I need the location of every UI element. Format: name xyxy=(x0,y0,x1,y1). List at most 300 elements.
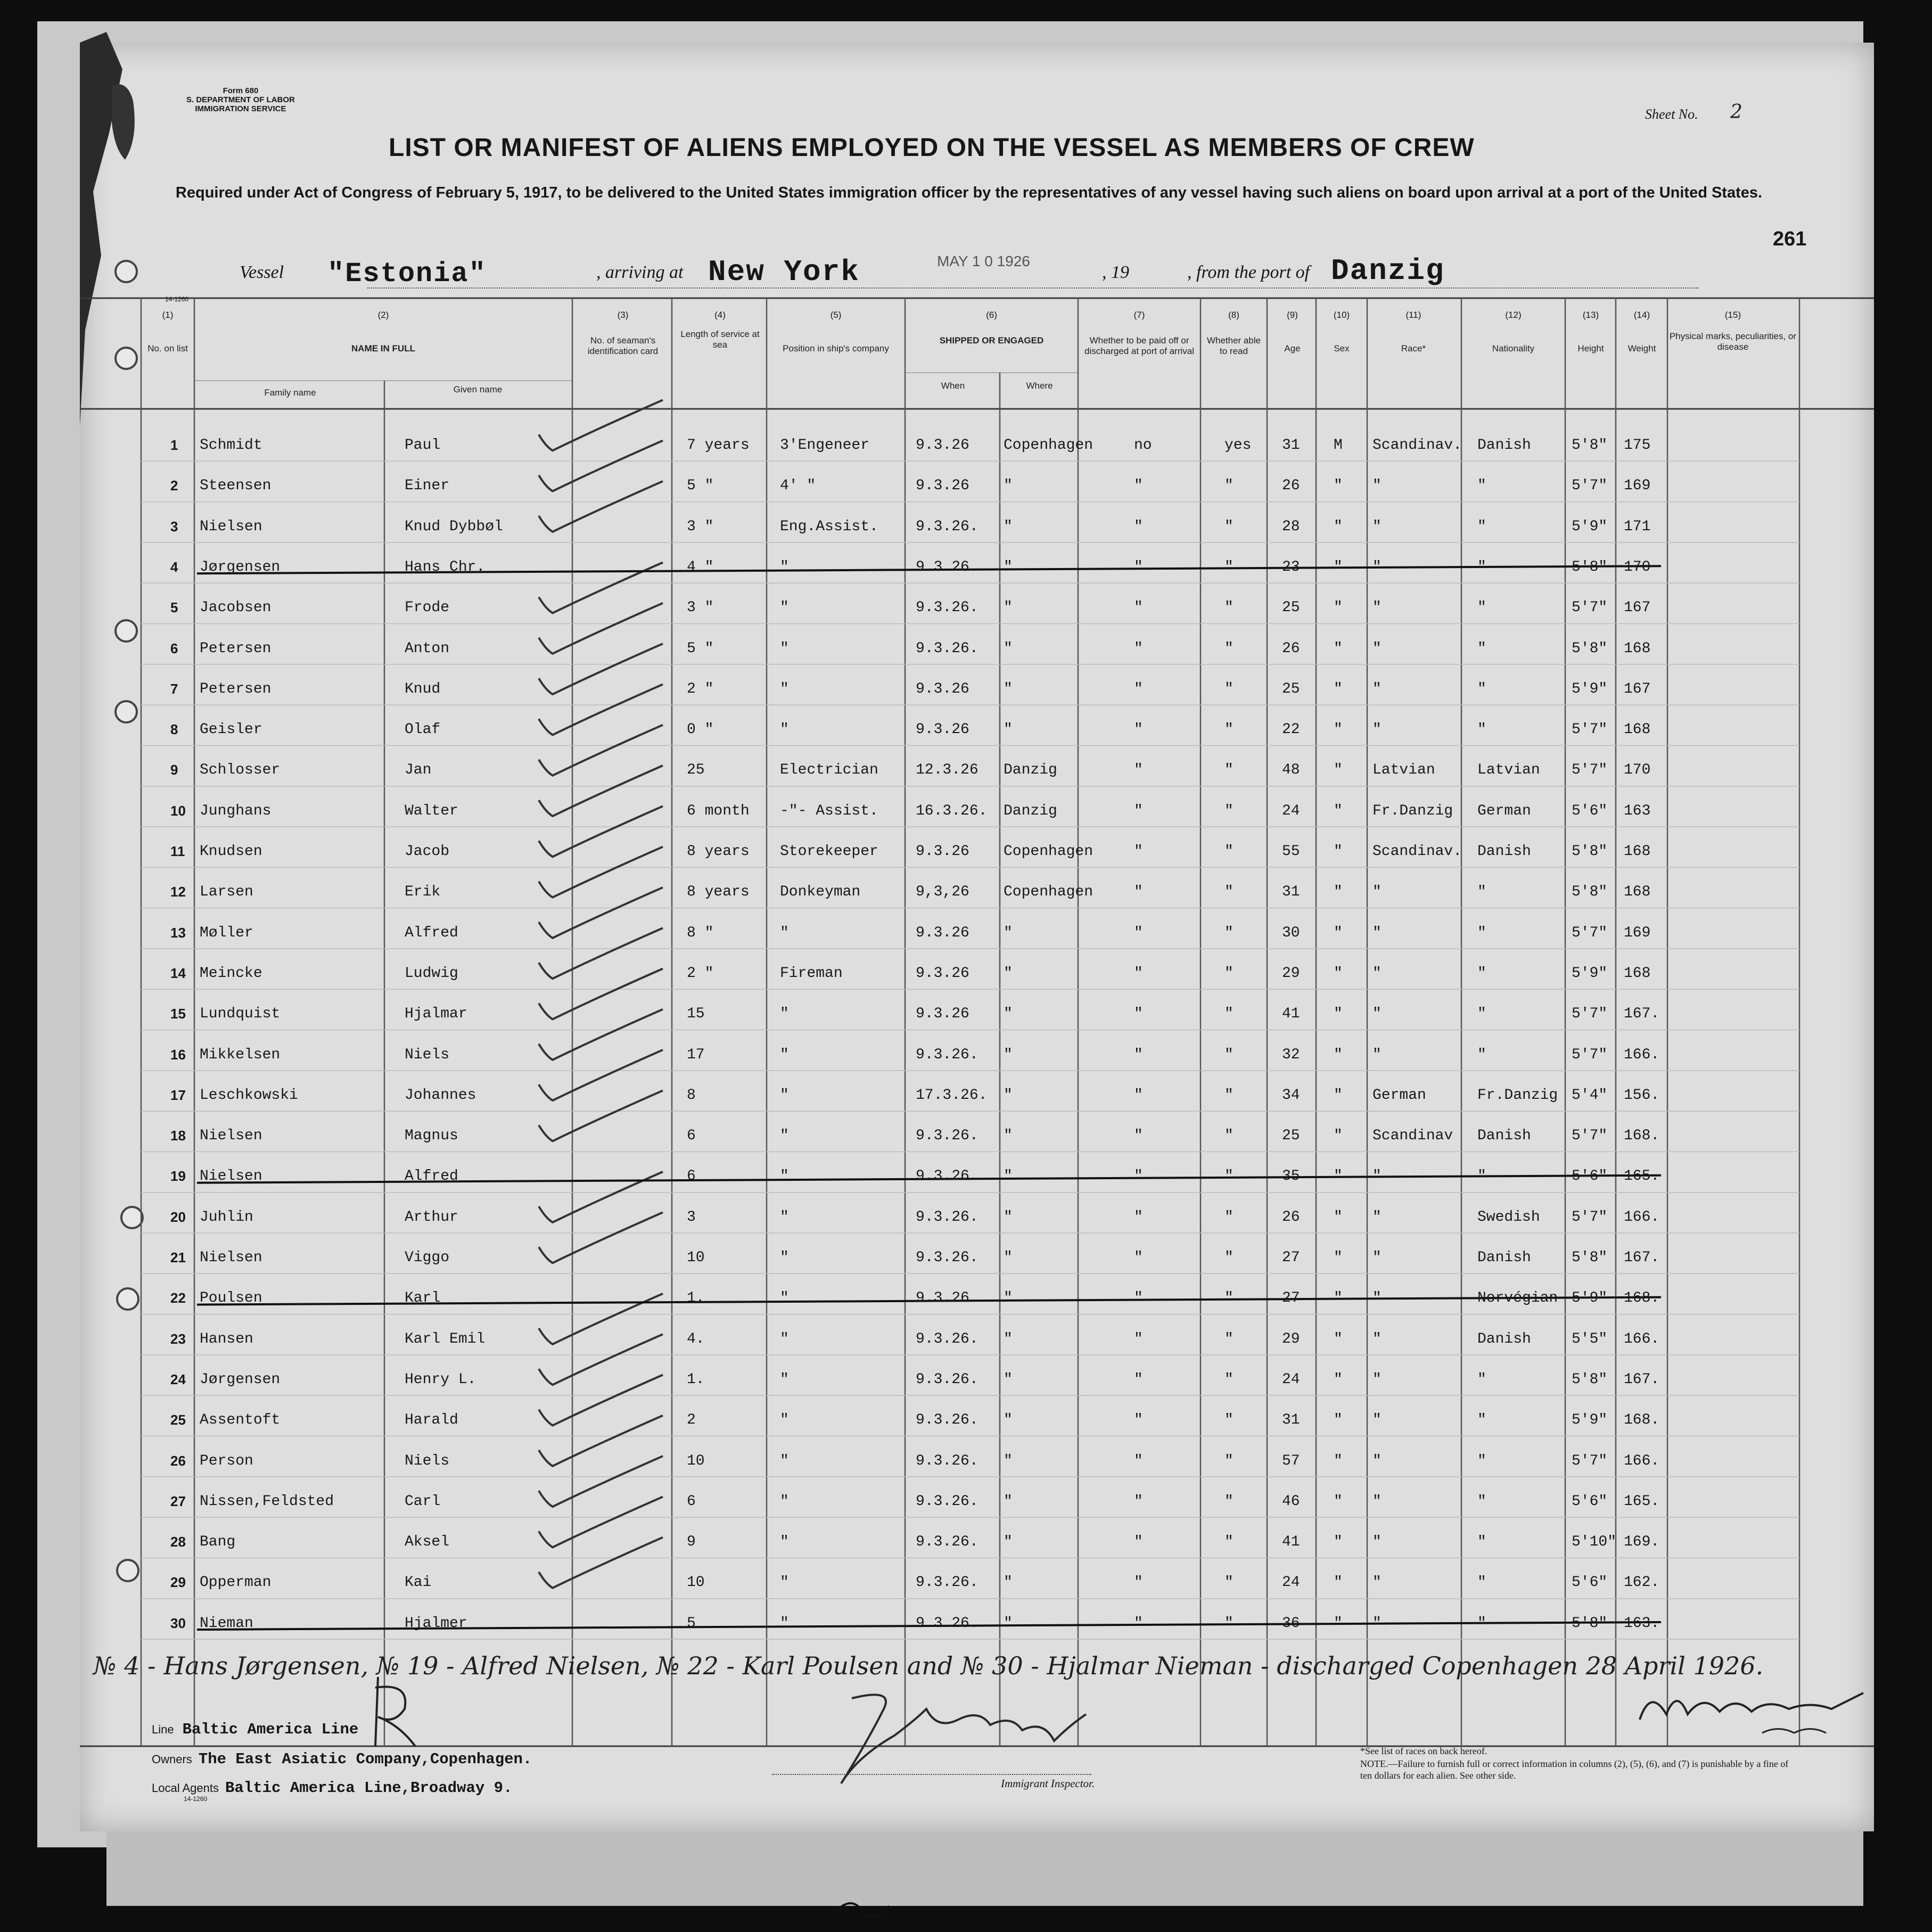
able-to-read: " xyxy=(1224,965,1234,982)
age: 30 xyxy=(1282,924,1300,941)
given-name: Alfred xyxy=(405,924,458,941)
column-number: (2) xyxy=(377,310,389,320)
column-number: (8) xyxy=(1228,310,1239,320)
service-length: 6 xyxy=(687,1168,696,1185)
position: " xyxy=(780,599,789,616)
given-name: Johannes xyxy=(405,1087,476,1104)
position: " xyxy=(780,721,789,738)
from-port: Danzig xyxy=(1331,254,1445,288)
vessel-label: Vessel xyxy=(240,262,284,282)
given-name: Einer xyxy=(405,478,450,495)
shipped-where: " xyxy=(1004,1615,1013,1632)
inspector-rule xyxy=(772,1774,1091,1775)
given-name: Hans Chr. xyxy=(405,558,486,576)
height: 5'7" xyxy=(1572,1046,1608,1063)
given-name: Henry L. xyxy=(405,1371,476,1388)
position: 3'Engeneer xyxy=(780,437,870,454)
given-name: Kai xyxy=(405,1574,432,1591)
service-length: 17 xyxy=(687,1046,705,1063)
col-weight-header: Weight xyxy=(1627,343,1656,353)
height: 5'7" xyxy=(1572,721,1608,738)
nationality: " xyxy=(1477,721,1486,738)
shipped-when: 9.3.26 xyxy=(916,680,969,697)
age: 25 xyxy=(1282,680,1300,697)
column-number: (4) xyxy=(714,310,726,320)
able-to-read: " xyxy=(1224,884,1234,901)
paid-off: " xyxy=(1134,1412,1143,1429)
sex: " xyxy=(1334,599,1343,616)
sex: " xyxy=(1334,1534,1343,1551)
table-row: 6 Petersen Anton 5 " " 9.3.26. " " " 26 " " " 5'8" 168 xyxy=(170,640,1651,657)
weight: 168 xyxy=(1624,843,1651,860)
paid-off: " xyxy=(1134,965,1143,982)
paid-off: " xyxy=(1134,1249,1143,1266)
position: " xyxy=(780,558,789,576)
age: 24 xyxy=(1282,1371,1300,1388)
sex: " xyxy=(1334,843,1343,860)
height: 5'8" xyxy=(1572,843,1608,860)
sex: " xyxy=(1334,1208,1343,1226)
nationality: " xyxy=(1477,680,1486,697)
paid-off: " xyxy=(1134,843,1143,860)
service-length: 6 xyxy=(687,1128,696,1145)
shipped-where: Copenhagen xyxy=(1004,843,1094,860)
table-row: 25 Assentoft Harald 2 " 9.3.26. " " " 31 " " " 5'9" 168. xyxy=(170,1412,1660,1429)
sex: " xyxy=(1334,558,1343,576)
position: " xyxy=(780,1493,789,1510)
race: Latvian xyxy=(1372,762,1435,779)
owners-label: Owners xyxy=(152,1753,192,1766)
shipped-where: " xyxy=(1004,599,1013,616)
age: 55 xyxy=(1282,843,1300,860)
height: 5'7" xyxy=(1572,924,1608,941)
paid-off: " xyxy=(1134,1290,1143,1307)
race: Scandinav xyxy=(1372,1128,1453,1145)
paid-off: " xyxy=(1134,1371,1143,1388)
shipped-when: 9.3.26. xyxy=(916,1208,979,1226)
table-row: 29 Opperman Kai 10 " 9.3.26. " " " 24 " " " 5'6" 162. xyxy=(170,1574,1660,1591)
shipped-where: Copenhagen xyxy=(1004,884,1094,901)
given-name: Anton xyxy=(405,640,450,657)
table-row: 28 Bang Aksel 9 " 9.3.26. " " " 41 " " " 5'10" 169. xyxy=(170,1534,1660,1551)
race: " xyxy=(1372,478,1382,495)
shipped-where: Copenhagen xyxy=(1004,437,1094,454)
height: 5'5" xyxy=(1572,1330,1608,1347)
shipped-where: " xyxy=(1004,1330,1013,1347)
service-length: 2 " xyxy=(687,965,714,982)
column-number: (7) xyxy=(1133,310,1145,320)
service-length: 7 years xyxy=(687,437,750,454)
table-row: 3 Nielsen Knud Dybbøl 3 " Eng.Assist. 9.3.26. " " " 28 " " " 5'9" 171 xyxy=(170,518,1651,535)
able-to-read: " xyxy=(1224,558,1234,576)
form-code-top: 14-1260 xyxy=(165,295,189,303)
age: 57 xyxy=(1282,1452,1300,1469)
vessel-name: "Estonia" xyxy=(327,258,487,290)
nationality: " xyxy=(1477,478,1486,495)
shipped-where: " xyxy=(1004,721,1013,738)
given-name: Alfred xyxy=(405,1168,458,1185)
height: 5'10" xyxy=(1572,1534,1617,1551)
race: " xyxy=(1372,1249,1382,1266)
height: 5'7" xyxy=(1572,1128,1608,1145)
family-name: Bang xyxy=(200,1534,236,1551)
height: 5'8" xyxy=(1572,884,1608,901)
column-number: (14) xyxy=(1633,310,1650,320)
column-number: (15) xyxy=(1724,310,1741,320)
footer-agents-row xyxy=(152,1779,512,1797)
weight: 167 xyxy=(1624,680,1651,697)
shipped-where: " xyxy=(1004,965,1013,982)
service-length: 10 xyxy=(687,1249,705,1266)
race: " xyxy=(1372,1574,1382,1591)
sex: " xyxy=(1334,1046,1343,1063)
given-name: Walter xyxy=(405,802,458,819)
nationality: " xyxy=(1477,1371,1486,1388)
sex: " xyxy=(1334,802,1343,819)
shipped-when: 9.3.26. xyxy=(916,640,979,657)
table-row: 16 Mikkelsen Niels 17 " 9.3.26. " " " 32 " " " 5'7" 166. xyxy=(170,1046,1660,1063)
height: 5'7" xyxy=(1572,478,1608,495)
shipped-when: 9.3.26. xyxy=(916,518,979,535)
position: Fireman xyxy=(780,965,843,982)
given-name: Ludwig xyxy=(405,965,458,982)
weight: 156. xyxy=(1624,1087,1660,1104)
paid-off: " xyxy=(1134,1208,1143,1226)
age: 41 xyxy=(1282,1006,1300,1023)
footnote-races: *See list of races on back hereof. xyxy=(1360,1746,1487,1756)
paid-off: " xyxy=(1134,884,1143,901)
sex: " xyxy=(1334,884,1343,901)
given-name: Aksel xyxy=(405,1534,450,1551)
family-name: Nielsen xyxy=(200,518,262,535)
table-row: 30 Nieman Hjalmer 5 " 9.3.26. " " " 36 " " " 5'8" 163. xyxy=(170,1615,1660,1632)
handwritten-discharge-note: № 4 - Hans Jørgensen, № 19 - Alfred Nielsen, № 22 - Karl Poulsen and № 30 - Hjalmar Nieman - discharged Copenhagen 28 April 1926. xyxy=(93,1651,1764,1680)
table-row: 12 Larsen Erik 8 years Donkeyman 9,3,26 Copenhagen " " 31 " " " 5'8" 168 xyxy=(170,884,1651,901)
given-name: Hjalmar xyxy=(405,1006,467,1023)
paid-off: " xyxy=(1134,802,1143,819)
col-read-header: Whether able to read xyxy=(1206,335,1261,356)
col-family-header: Family name xyxy=(264,388,316,398)
family-name: Assentoft xyxy=(200,1412,281,1429)
height: 5'6" xyxy=(1572,1168,1608,1185)
able-to-read: " xyxy=(1224,802,1234,819)
position: " xyxy=(780,1249,789,1266)
family-name: Nielsen xyxy=(200,1128,262,1145)
paid-off: " xyxy=(1134,558,1143,576)
weight: 170 xyxy=(1624,762,1651,779)
race: " xyxy=(1372,1534,1382,1551)
family-name: Nielsen xyxy=(200,1249,262,1266)
service-length: 4. xyxy=(687,1330,705,1347)
nationality: Norvégian xyxy=(1477,1290,1558,1307)
able-to-read: " xyxy=(1224,1615,1234,1632)
age: 27 xyxy=(1282,1249,1300,1266)
inspector-label: Immigrant Inspector. xyxy=(1001,1777,1095,1790)
footer-line-row xyxy=(152,1721,358,1738)
shipped-when: 17.3.26. xyxy=(916,1087,988,1104)
paid-off: " xyxy=(1134,924,1143,941)
position: Storekeeper xyxy=(780,843,878,860)
given-name: Olaf xyxy=(405,721,441,738)
paid-off: " xyxy=(1134,599,1143,616)
shipped-when: 9.3.26. xyxy=(916,1330,979,1347)
table-row: 4 Jørgensen Hans Chr. 4 " " 9.3.26. " " " 23 " " " 5'8" 170 xyxy=(170,558,1651,576)
shipped-where: " xyxy=(1004,640,1013,657)
shipped-when: 9.3.26 xyxy=(916,721,969,738)
weight: 166. xyxy=(1624,1046,1660,1063)
agents-label: Local Agents xyxy=(152,1781,219,1795)
able-to-read: " xyxy=(1224,599,1234,616)
col-when-header: When xyxy=(941,381,965,391)
height: 5'7" xyxy=(1572,1006,1608,1023)
family-name: Petersen xyxy=(200,680,272,697)
col-service-header: Length of service at sea xyxy=(680,329,760,350)
nationality: Swedish xyxy=(1477,1208,1540,1226)
weight: 168 xyxy=(1624,965,1651,982)
given-name: Paul xyxy=(405,437,441,454)
able-to-read: " xyxy=(1224,1290,1234,1307)
weight: 168 xyxy=(1624,721,1651,738)
able-to-read: " xyxy=(1224,762,1234,779)
sex: " xyxy=(1334,1128,1343,1145)
nationality: " xyxy=(1477,1006,1486,1023)
age: 41 xyxy=(1282,1534,1300,1551)
age: 22 xyxy=(1282,721,1300,738)
shipped-where: " xyxy=(1004,1087,1013,1104)
race: " xyxy=(1372,965,1382,982)
able-to-read: " xyxy=(1224,1574,1234,1591)
position: " xyxy=(780,1615,789,1632)
paid-off: " xyxy=(1134,680,1143,697)
table-row: 21 Nielsen Viggo 10 " 9.3.26. " " " 27 " " Danish 5'8" 167. xyxy=(170,1249,1660,1266)
age: 25 xyxy=(1282,1128,1300,1145)
position: " xyxy=(780,1412,789,1429)
shipped-when: 9.3.26. xyxy=(916,1290,979,1307)
table-row: 23 Hansen Karl Emil 4. " 9.3.26. " " " 29 " " Danish 5'5" 166. xyxy=(170,1330,1660,1347)
age: 23 xyxy=(1282,558,1300,576)
race: " xyxy=(1372,640,1382,657)
table-row: 22 Poulsen Karl 1. " 9.3.26. " " " 27 " " Norvégian 5'9" 168. xyxy=(170,1290,1660,1307)
height: 5'9" xyxy=(1572,680,1608,697)
position: " xyxy=(780,1128,789,1145)
column-number: (9) xyxy=(1287,310,1298,320)
family-name: Petersen xyxy=(200,640,272,657)
shipped-where: " xyxy=(1004,1371,1013,1388)
weight: 171 xyxy=(1624,518,1651,535)
nationality: " xyxy=(1477,558,1486,576)
given-name: Viggo xyxy=(405,1249,450,1266)
weight: 169 xyxy=(1624,924,1651,941)
service-length: 3 xyxy=(687,1208,696,1226)
race: " xyxy=(1372,1290,1382,1307)
sex: " xyxy=(1334,680,1343,697)
race: " xyxy=(1372,1371,1382,1388)
shipped-where: " xyxy=(1004,1128,1013,1145)
race: " xyxy=(1372,1006,1382,1023)
able-to-read: " xyxy=(1224,680,1234,697)
shipped-where: " xyxy=(1004,1006,1013,1023)
height: 5'6" xyxy=(1572,1574,1608,1591)
weight: 163 xyxy=(1624,802,1651,819)
weight: 169. xyxy=(1624,1534,1660,1551)
service-length: 9 xyxy=(687,1534,696,1551)
shipped-when: 12.3.26 xyxy=(916,762,979,779)
given-name: Magnus xyxy=(405,1128,458,1145)
table-row: 20 Juhlin Arthur 3 " 9.3.26. " " " 26 " " Swedish 5'7" 166. xyxy=(170,1208,1660,1226)
shipped-where: " xyxy=(1004,1046,1013,1063)
age: 34 xyxy=(1282,1087,1300,1104)
age: 26 xyxy=(1282,640,1300,657)
arriving-label: , arriving at xyxy=(596,262,684,282)
table-row: 10 Junghans Walter 6 month -"- Assist. 16.3.26. Danzig " " 24 " Fr.Danzig German 5'6" 163 xyxy=(170,802,1651,819)
shipped-where: " xyxy=(1004,1290,1013,1307)
position: Electrician xyxy=(780,762,878,779)
col-sex-header: Sex xyxy=(1334,343,1350,353)
age: 24 xyxy=(1282,1574,1300,1591)
age: 31 xyxy=(1282,884,1300,901)
family-name: Geisler xyxy=(200,721,262,738)
paid-off: " xyxy=(1134,1452,1143,1469)
able-to-read: " xyxy=(1224,843,1234,860)
column-number: (10) xyxy=(1333,310,1350,320)
col-nationality-header: Nationality xyxy=(1492,343,1535,353)
weight: 167. xyxy=(1624,1249,1660,1266)
service-length: 5 " xyxy=(687,640,714,657)
paid-off: no xyxy=(1134,437,1152,454)
shipped-where: " xyxy=(1004,1208,1013,1226)
sex: " xyxy=(1334,1452,1343,1469)
given-name: Harald xyxy=(405,1412,458,1429)
service-length: 6 month xyxy=(687,802,750,819)
table-row: 15 Lundquist Hjalmar 15 " 9.3.26 " " " 41 " " " 5'7" 167. xyxy=(170,1006,1660,1023)
col-physical-header: Physical marks, peculiarities, or disease xyxy=(1669,331,1797,352)
service-length: 2 " xyxy=(687,680,714,697)
sex: " xyxy=(1334,478,1343,495)
paid-off: " xyxy=(1134,762,1143,779)
paid-off: " xyxy=(1134,1534,1143,1551)
position: " xyxy=(780,680,789,697)
sex: " xyxy=(1334,1087,1343,1104)
family-name: Nissen,Feldsted xyxy=(200,1493,334,1510)
service-length: 4 " xyxy=(687,558,714,576)
race: " xyxy=(1372,518,1382,535)
service-length: 8 xyxy=(687,1087,696,1104)
paid-off: " xyxy=(1134,1128,1143,1145)
service-length: 6 xyxy=(687,1493,696,1510)
arriving-port: New York xyxy=(708,255,860,289)
height: 5'8" xyxy=(1572,558,1608,576)
height: 5'4" xyxy=(1572,1087,1608,1104)
position: -"- Assist. xyxy=(780,802,878,819)
able-to-read: " xyxy=(1224,1330,1234,1347)
height: 5'7" xyxy=(1572,762,1608,779)
sex: " xyxy=(1334,965,1343,982)
position: " xyxy=(780,1087,789,1104)
given-name: Karl xyxy=(405,1290,441,1307)
weight: 175 xyxy=(1624,437,1651,454)
age: 36 xyxy=(1282,1615,1300,1632)
paid-off: " xyxy=(1134,1493,1143,1510)
form-code-bottom: 14-1260 xyxy=(184,1795,208,1803)
col-given-header: Given name xyxy=(453,384,503,394)
family-name: Meincke xyxy=(200,965,262,982)
age: 46 xyxy=(1282,1493,1300,1510)
col-no-header: No. on list xyxy=(147,343,188,353)
margin-initial-mark xyxy=(362,1666,426,1757)
able-to-read: " xyxy=(1224,1006,1234,1023)
able-to-read: " xyxy=(1224,721,1234,738)
position: " xyxy=(780,1208,789,1226)
sheet-no: 2 xyxy=(1730,101,1742,123)
given-name: Frode xyxy=(405,599,450,616)
sex: " xyxy=(1334,1615,1343,1632)
weight: 163. xyxy=(1624,1615,1660,1632)
family-name: Poulsen xyxy=(200,1290,262,1307)
column-number: (11) xyxy=(1405,310,1421,320)
weight: 166. xyxy=(1624,1208,1660,1226)
sex: " xyxy=(1334,640,1343,657)
family-name: Junghans xyxy=(200,802,272,819)
weight: 168. xyxy=(1624,1128,1660,1145)
service-length: 1. xyxy=(687,1290,705,1307)
service: IMMIGRATION SERVICE xyxy=(195,104,286,113)
race: Scandinav. xyxy=(1372,437,1462,454)
nationality: " xyxy=(1477,518,1486,535)
position: " xyxy=(780,1371,789,1388)
paid-off: " xyxy=(1134,1006,1143,1023)
col-paid-header: Whether to be paid off or discharged at port of arrival xyxy=(1084,335,1194,356)
column-number: (1) xyxy=(162,310,174,320)
shipped-when: 9.3.26 xyxy=(916,965,969,982)
family-name: Jørgensen xyxy=(200,558,281,576)
paid-off: " xyxy=(1134,640,1143,657)
age: 28 xyxy=(1282,518,1300,535)
master-signature xyxy=(1629,1682,1874,1741)
race: " xyxy=(1372,1493,1382,1510)
height: 5'8" xyxy=(1572,437,1608,454)
race: " xyxy=(1372,680,1382,697)
column-number: (13) xyxy=(1582,310,1599,320)
paid-off: " xyxy=(1134,518,1143,535)
sex: M xyxy=(1334,437,1343,454)
column-number: (12) xyxy=(1505,310,1522,320)
shipped-when: 9.3.26. xyxy=(916,1615,979,1632)
service-length: 8 " xyxy=(687,924,714,941)
department: S. DEPARTMENT OF LABOR xyxy=(186,95,295,104)
age: 29 xyxy=(1282,1330,1300,1347)
shipped-when: 9.3.26 xyxy=(916,843,969,860)
family-name: Lundquist xyxy=(200,1006,281,1023)
sex: " xyxy=(1334,1290,1343,1307)
shipped-where: " xyxy=(1004,1249,1013,1266)
position: " xyxy=(780,1574,789,1591)
table-row: 2 Steensen Einer 5 " 4' " 9.3.26 " " " 26 " " " 5'7" 169 xyxy=(170,478,1651,495)
shipped-where: " xyxy=(1004,518,1013,535)
weight: 165. xyxy=(1624,1168,1660,1185)
family-name: Steensen xyxy=(200,478,272,495)
weight: 170 xyxy=(1624,558,1651,576)
position: " xyxy=(780,924,789,941)
sex: " xyxy=(1334,1168,1343,1185)
col-where-header: Where xyxy=(1026,381,1053,391)
shipped-where: " xyxy=(1004,1452,1013,1469)
age: 26 xyxy=(1282,1208,1300,1226)
able-to-read: " xyxy=(1224,1168,1234,1185)
family-name: Opperman xyxy=(200,1574,272,1591)
shipped-where: " xyxy=(1004,478,1013,495)
able-to-read: " xyxy=(1224,640,1234,657)
shipped-when: 9.3.26. xyxy=(916,599,979,616)
